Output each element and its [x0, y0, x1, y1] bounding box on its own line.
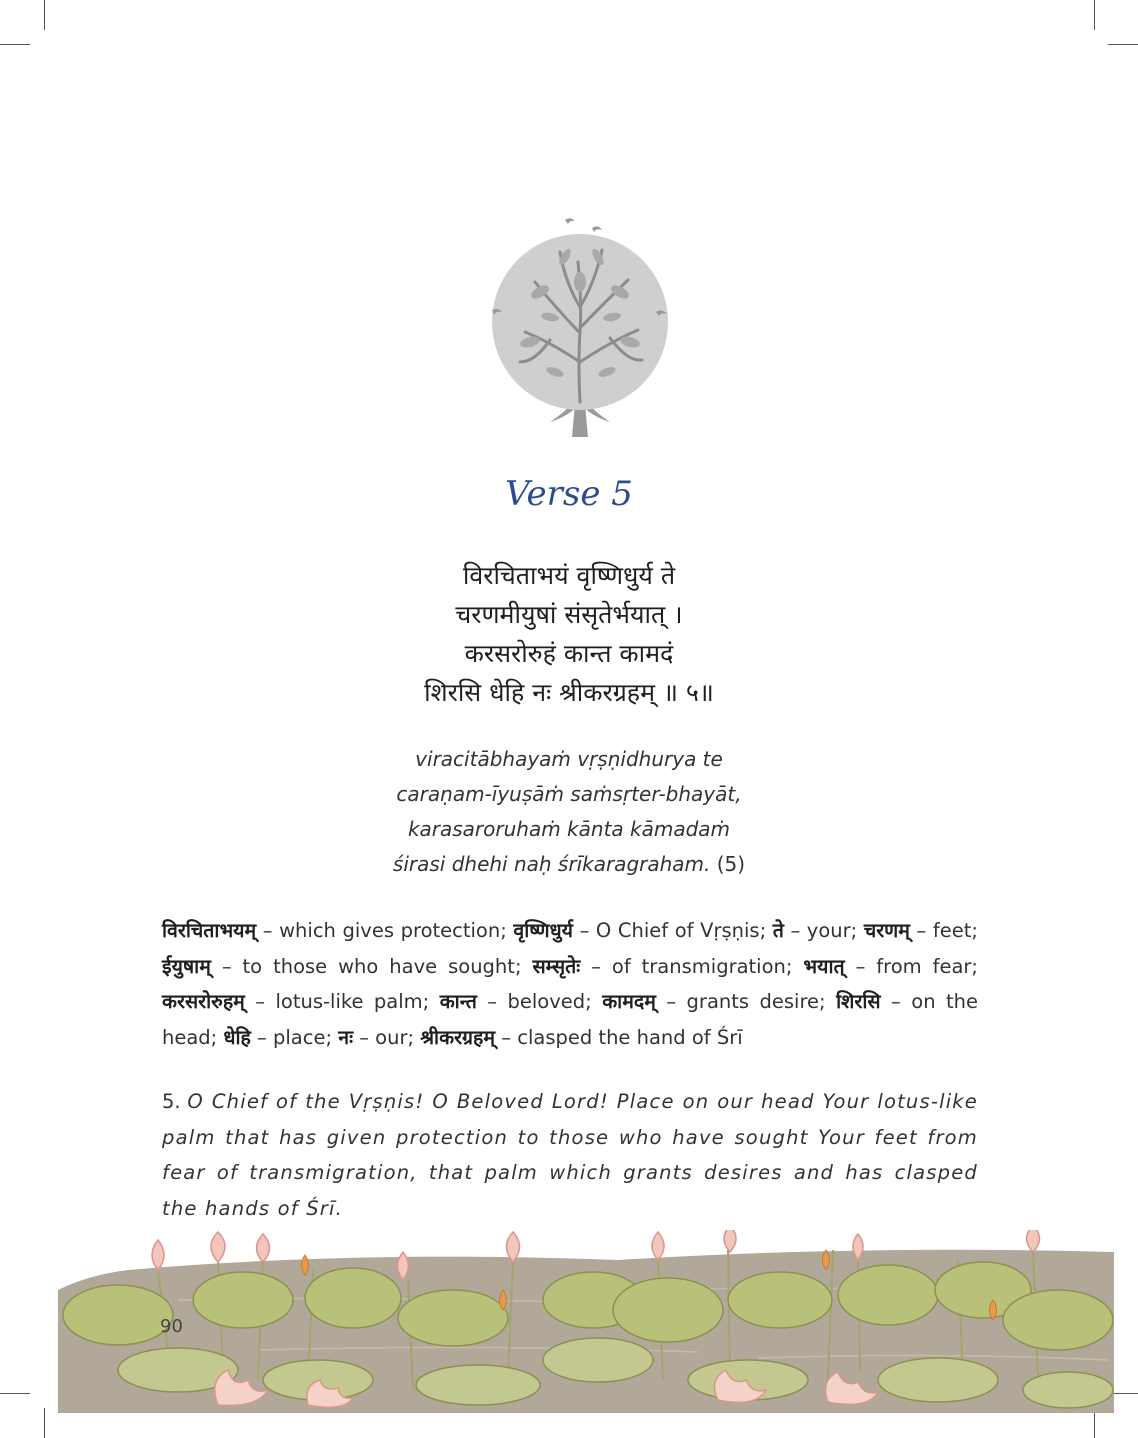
word-meaning: – beloved;: [476, 990, 603, 1013]
crop-mark-bottom-left-v: [44, 1408, 45, 1438]
page-number: 90: [160, 1316, 183, 1337]
transliteration-number: (5): [716, 852, 746, 876]
crop-mark-top-left-v: [44, 0, 45, 30]
sanskrit-line: चरणमीयुषां संसृतेर्भयात् ।: [455, 600, 683, 629]
word-term: भयात्: [803, 954, 845, 978]
word-meaning: – on the head;: [162, 990, 979, 1049]
word-meaning: – your;: [783, 919, 864, 942]
word-meaning: – which gives protection;: [256, 919, 514, 942]
verse-translation: [162, 1084, 978, 1226]
sanskrit-verse: [0, 556, 1138, 712]
word-term: धेहि: [223, 1025, 251, 1049]
translation-number: 5.: [162, 1090, 181, 1113]
word-term: चरणम्: [863, 919, 910, 942]
word-term: ते: [772, 919, 784, 942]
word-term: विरचिताभयम्: [162, 919, 257, 942]
transliteration-line: viracitābhayaṁ vṛṣṇidhurya te: [415, 747, 723, 771]
word-meaning: – feet;: [909, 919, 978, 942]
word-term: कान्त: [439, 990, 477, 1013]
word-meaning: – from fear;: [844, 954, 979, 978]
word-meaning: – our;: [353, 1025, 421, 1049]
lotus-pond-illustration: [58, 1230, 1114, 1413]
verse-title: Verse 5: [505, 474, 633, 514]
sanskrit-line: करसरोरुहं कान्त कामदं: [464, 639, 674, 668]
transliteration: [0, 742, 1138, 882]
transliteration-line: caraṇam-īyuṣāṁ saṁsṛter-bhayāt,: [396, 782, 742, 806]
translation-text: O Chief of the Vṛṣṇis! O Beloved Lord! Place on our head Your lotus-like palm that has given protection to those who have sought Your feet from fear of transmigration, that palm which grants desires and has clasped the hands of Śrī.: [162, 1090, 978, 1220]
word-term: करसरोरुहम्: [162, 990, 245, 1013]
word-meaning: – to those who have sought;: [210, 954, 533, 978]
lotus-pond-icon: [58, 1230, 1114, 1413]
crop-mark-bottom-left-h: [0, 1393, 30, 1394]
word-meaning: – place;: [250, 1025, 339, 1049]
word-meaning: – of transmigration;: [580, 954, 804, 978]
word-meaning: – lotus-like palm;: [244, 990, 440, 1013]
transliteration-line: karasaroruhaṁ kānta kāmadaṁ: [407, 817, 731, 841]
word-term: शिरसि: [836, 990, 881, 1013]
transliteration-line-text: śirasi dhehi naḥ śrīkaragraham.: [392, 852, 711, 876]
word-term: सम्सृतेः: [532, 954, 581, 978]
word-meaning: – O Chief of Vṛṣṇis;: [572, 919, 773, 942]
word-meanings: [162, 913, 978, 1055]
word-meaning: – grants desire;: [655, 990, 837, 1013]
tree-illustration: [480, 212, 680, 437]
word-term: श्रीकरग्रहम्: [420, 1025, 496, 1049]
word-term: ईयुषाम्: [162, 954, 211, 978]
word-term: नः: [338, 1025, 354, 1049]
word-term: वृष्णिधुर्य: [513, 919, 573, 942]
crop-mark-top-left-h: [0, 44, 30, 45]
word-term: कामदम्: [602, 990, 656, 1013]
tree-icon: [480, 212, 680, 437]
word-meaning: – clasped the hand of Śrī: [495, 1025, 743, 1049]
transliteration-line: [0, 847, 1138, 882]
sanskrit-line: विरचिताभयं वृष्णिधुर्य ते: [462, 561, 676, 590]
sanskrit-line: शिरसि धेहि नः श्रीकरग्रहम् ॥ ५॥: [424, 678, 714, 707]
crop-mark-top-right-h: [1108, 44, 1138, 45]
crop-mark-top-right-v: [1094, 0, 1095, 30]
